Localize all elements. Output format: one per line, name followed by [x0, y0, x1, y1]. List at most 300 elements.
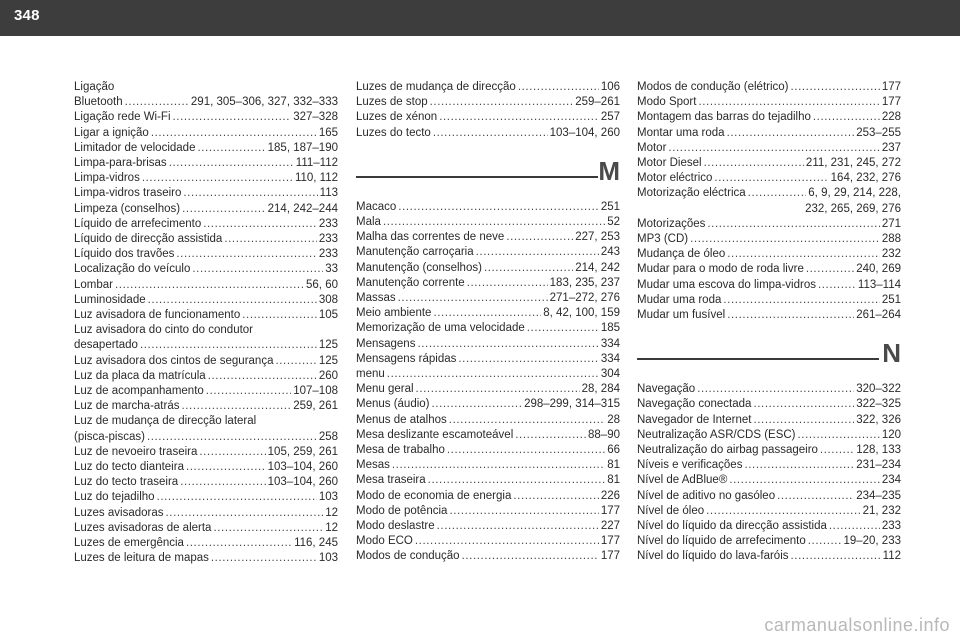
- entry-term: Mensagens rápidas: [356, 352, 457, 365]
- entry-pages: 177: [881, 96, 901, 109]
- entry-term: Nível de aditivo no gasóleo: [637, 489, 776, 502]
- entry-term: Limpa-para-brisas: [74, 157, 167, 170]
- entry-pages: 260: [318, 369, 338, 382]
- entry-term: (pisca-piscas): [74, 430, 145, 443]
- entry-pages: 105: [318, 309, 338, 322]
- index-entry: [356, 110, 620, 125]
- dot-leader: [183, 186, 317, 201]
- index-entry: [356, 458, 620, 473]
- index-entry: [637, 519, 901, 534]
- index-entry: [74, 308, 338, 323]
- index-entry: [74, 110, 338, 125]
- index-entry: [74, 126, 338, 141]
- entry-pages: 233: [318, 233, 338, 246]
- entry-term: Manutenção (conselhos): [356, 261, 482, 274]
- entry-pages: 185, 187–190: [267, 141, 338, 154]
- entry-term: Luz da placa da matrícula: [74, 369, 206, 382]
- entry-term: Motor eléctrico: [637, 172, 713, 185]
- index-entry: [637, 247, 901, 262]
- entry-pages: 107–108: [293, 385, 338, 398]
- entry-term: Nível do líquido do lava-faróis: [637, 550, 789, 563]
- entry-term: Massas: [356, 292, 396, 305]
- index-entry: [356, 352, 620, 367]
- entry-pages: 110, 112: [294, 172, 338, 185]
- dot-leader: [723, 293, 879, 308]
- entry-pages: 88–90: [588, 428, 620, 441]
- dot-leader: [698, 95, 879, 110]
- entry-pages: 28: [607, 413, 620, 426]
- index-entry: [637, 413, 901, 428]
- index-entry: [356, 291, 620, 306]
- dot-leader: [432, 397, 523, 412]
- entry-term: Limitador de velocidade: [74, 141, 196, 154]
- entry-pages: 261–264: [856, 309, 901, 322]
- index-entry: [356, 337, 620, 352]
- section-letter: N: [882, 338, 901, 369]
- entry-term: Menus de atalhos: [356, 413, 447, 426]
- dot-leader: [513, 489, 598, 504]
- index-entry: [356, 276, 620, 291]
- entry-term: Nível de AdBlue®: [637, 474, 728, 487]
- entry-term: Luzes de emergência: [74, 537, 184, 550]
- entry-pages: 271: [881, 217, 901, 230]
- entry-pages: 253–255: [856, 126, 901, 139]
- dot-leader: [753, 397, 854, 412]
- entry-pages: 308: [318, 293, 338, 306]
- entry-term: Nível do líquido da direcção assistida: [637, 520, 827, 533]
- index-entry: [74, 278, 338, 293]
- entry-term: Luzes de mudança de direcção: [356, 81, 516, 93]
- index-entry: [637, 171, 901, 186]
- entry-term: Luz de nevoeiro traseira: [74, 445, 198, 458]
- section-divider: [637, 334, 901, 376]
- entry-term: Luzes de xénon: [356, 111, 438, 124]
- section-divider: [356, 152, 620, 194]
- entry-term: desapertado: [74, 339, 138, 352]
- index-entry: [74, 141, 338, 156]
- index-entry: [637, 549, 901, 564]
- dot-leader: [151, 126, 317, 141]
- index-entry: [356, 230, 620, 245]
- index-entry-heading: Luz de mudança de direcção lateral: [74, 415, 257, 428]
- entry-pages: 259, 261: [293, 400, 338, 413]
- dot-leader: [387, 367, 599, 382]
- dot-leader: [157, 490, 317, 505]
- index-entry: [74, 536, 338, 551]
- index-entry: [356, 261, 620, 276]
- index-entry: [637, 126, 901, 141]
- entry-pages: 21, 232: [862, 504, 901, 517]
- dot-leader: [668, 141, 879, 156]
- entry-term: Localização do veículo: [74, 263, 191, 276]
- entry-pages: 251: [881, 293, 901, 306]
- index-entry: [637, 186, 901, 201]
- entry-pages: 334: [600, 352, 620, 365]
- index-entry: [74, 171, 338, 186]
- dot-leader: [398, 291, 548, 306]
- entry-term: Manutenção carroçaria: [356, 246, 474, 259]
- entry-term: Mensagens: [356, 337, 416, 350]
- index-entry: [637, 262, 901, 277]
- entry-term: Motorizações: [637, 217, 706, 230]
- entry-term: Líquido de arrefecimento: [74, 217, 202, 230]
- index-entry: [356, 519, 620, 534]
- index-entry: [74, 384, 338, 399]
- entry-pages: 81: [607, 474, 620, 487]
- index-entry: [74, 247, 338, 262]
- index-entry: [74, 338, 338, 353]
- entry-term: Níveis e verificações: [637, 459, 743, 472]
- entry-pages: 322–325: [856, 398, 901, 411]
- entry-pages: 227, 253: [575, 231, 620, 244]
- entry-pages: 243: [600, 246, 620, 259]
- entry-term: MP3 (CD): [637, 233, 689, 246]
- entry-term: Modos de condução (elétrico): [637, 81, 789, 93]
- dot-leader: [166, 506, 324, 521]
- dot-leader: [398, 200, 599, 215]
- entry-pages: 106: [600, 81, 620, 93]
- entry-term: Nível do líquido de arrefecimento: [637, 535, 806, 548]
- dot-leader: [203, 217, 317, 232]
- entry-pages: 320–322: [856, 383, 901, 396]
- entry-term: Luzes do tecto: [356, 126, 431, 139]
- entry-term: Ligar a ignição: [74, 126, 149, 139]
- entry-pages: 103–104, 260: [267, 476, 338, 489]
- entry-pages: 19–20, 233: [843, 535, 901, 548]
- index-entry: [356, 443, 620, 458]
- entry-pages: 111–112: [295, 157, 338, 170]
- dot-leader: [829, 519, 880, 534]
- entry-term: Mudar uma roda: [637, 293, 722, 306]
- index-entry: [637, 504, 901, 519]
- entry-term: Modo deslastre: [356, 520, 435, 533]
- entry-term: Memorização de uma velocidade: [356, 322, 525, 335]
- entry-term: Lombar: [74, 278, 113, 291]
- dot-leader: [199, 445, 265, 460]
- entry-term: Modo de economia de energia: [356, 489, 512, 502]
- dot-leader: [197, 141, 265, 156]
- index-entry: [356, 200, 620, 215]
- dot-leader: [484, 261, 573, 276]
- index-entry: [74, 262, 338, 277]
- entry-term: Luzes avisadoras de alerta: [74, 521, 212, 534]
- entry-pages: 81: [607, 459, 620, 472]
- index-entry: [74, 521, 338, 536]
- index-entry: [356, 126, 620, 141]
- dot-leader: [462, 549, 599, 564]
- entry-pages: 112: [882, 550, 901, 563]
- entry-pages: 237: [881, 141, 901, 154]
- entry-pages: 177: [881, 81, 901, 93]
- index-entry: [637, 308, 901, 323]
- entry-pages: 259–261: [575, 96, 620, 109]
- entry-pages: 66: [607, 444, 620, 457]
- dot-leader: [182, 202, 266, 217]
- entry-term: Modo de potência: [356, 504, 448, 517]
- index-entry: [356, 382, 620, 397]
- dot-leader: [515, 428, 586, 443]
- entry-term: Mesa traseira: [356, 474, 426, 487]
- dot-leader: [818, 278, 856, 293]
- dot-leader: [206, 384, 291, 399]
- section-letter: M: [598, 155, 620, 186]
- dot-leader: [392, 458, 605, 473]
- entry-pages: 177: [600, 504, 620, 517]
- entry-pages: 232: [881, 248, 901, 261]
- index-entry: [356, 413, 620, 428]
- entry-pages: 105, 259, 261: [267, 445, 338, 458]
- dot-leader: [180, 475, 265, 490]
- entry-term: Mesas: [356, 459, 390, 472]
- index-entry: [74, 232, 338, 247]
- dot-leader: [697, 382, 854, 397]
- entry-pages: 12: [325, 521, 338, 534]
- entry-pages: 327–328: [293, 111, 338, 124]
- entry-pages: 103: [318, 491, 338, 504]
- index-entry: [356, 504, 620, 519]
- index-entry-heading: Luz avisadora do cinto do condutor: [74, 324, 254, 337]
- index-entry: [74, 156, 338, 171]
- entry-pages: 12: [325, 506, 338, 519]
- entry-term: Navegação conectada: [637, 398, 752, 411]
- entry-pages: 234: [881, 474, 901, 487]
- dot-leader: [211, 551, 317, 566]
- entry-term: Mudar para o modo de roda livre: [637, 263, 804, 276]
- index-entry: [637, 534, 901, 549]
- dot-leader: [727, 126, 855, 141]
- dot-leader: [186, 460, 266, 475]
- entry-term: Macaco: [356, 200, 397, 213]
- entry-term: Mudança de óleo: [637, 248, 726, 261]
- dot-leader: [820, 443, 854, 458]
- index-entry: [356, 549, 620, 564]
- dot-leader: [148, 293, 317, 308]
- index-entry: [637, 382, 901, 397]
- entry-pages: 183, 235, 237: [549, 276, 620, 289]
- dot-leader: [213, 521, 323, 536]
- watermark: carmanualsonline.info: [764, 615, 950, 635]
- dot-leader: [224, 232, 316, 247]
- entry-pages: 116, 245: [294, 537, 338, 550]
- entry-pages: 251: [600, 200, 620, 213]
- index-entry: [74, 490, 338, 505]
- index-entry: [356, 245, 620, 260]
- entry-term: Limpeza (conselhos): [74, 202, 181, 215]
- dot-leader: [798, 428, 880, 443]
- dot-leader: [169, 156, 294, 171]
- index-entry: [637, 428, 901, 443]
- dot-leader: [433, 126, 548, 141]
- entry-pages: 52: [607, 216, 620, 229]
- dot-leader: [467, 276, 548, 291]
- entry-pages: 334: [600, 337, 620, 350]
- entry-pages: 233: [318, 217, 338, 230]
- entry-term: Montagem das barras do tejadilho: [637, 111, 811, 124]
- entry-pages: 185: [600, 322, 620, 335]
- entry-pages: 258: [318, 430, 338, 443]
- entry-term: Modos de condução: [356, 550, 460, 563]
- index-entry: [637, 217, 901, 232]
- entry-term: Ligação rede Wi-Fi: [74, 111, 171, 124]
- index-entry: [356, 473, 620, 488]
- index-entry: [356, 397, 620, 412]
- page-header-bar: [0, 0, 960, 36]
- entry-pages: 56, 60: [306, 278, 338, 291]
- index-entry: [74, 95, 338, 110]
- entry-term: Limpa-vidros traseiro: [74, 187, 182, 200]
- dot-leader: [458, 352, 598, 367]
- dot-leader: [727, 308, 854, 323]
- index-entry: [356, 428, 620, 443]
- index-entry: [637, 443, 901, 458]
- index-entry: [74, 354, 338, 369]
- dot-leader: [439, 110, 599, 125]
- dot-leader: [176, 247, 316, 262]
- dot-leader: [813, 110, 880, 125]
- entry-term: Navegador de Internet: [637, 413, 752, 426]
- entry-term: Luzes avisadoras: [74, 506, 164, 519]
- entry-term: Líquido dos travões: [74, 248, 175, 261]
- entry-pages: 291, 305–306, 327, 332–333: [190, 96, 338, 109]
- entry-term: Luz do tecto traseira: [74, 476, 179, 489]
- entry-term: Limpa-vidros: [74, 172, 140, 185]
- entry-term: Manutenção corrente: [356, 276, 465, 289]
- entry-pages: 120: [881, 428, 901, 441]
- entry-term: Nível de óleo: [637, 504, 705, 517]
- entry-term: Líquido de direcção assistida: [74, 233, 223, 246]
- entry-pages: 288: [881, 233, 901, 246]
- entry-pages: 228: [881, 111, 901, 124]
- dot-leader: [808, 534, 842, 549]
- dot-leader: [417, 337, 598, 352]
- section-rule: [637, 358, 879, 360]
- entry-term: Menu geral: [356, 383, 414, 396]
- dot-leader: [714, 171, 828, 186]
- entry-pages: 257: [600, 111, 620, 124]
- entry-pages: 234–235: [856, 489, 901, 502]
- entry-term: Motor Diesel: [637, 157, 702, 170]
- index-entry: [74, 399, 338, 414]
- entry-term: Luzes de stop: [356, 96, 428, 109]
- index-column-1: [74, 80, 338, 567]
- entry-term: Luz avisadora dos cintos de segurança: [74, 354, 274, 367]
- dot-leader: [242, 308, 317, 323]
- dot-leader: [791, 80, 880, 95]
- dot-leader: [447, 443, 605, 458]
- entry-term: Navegação: [637, 383, 696, 396]
- index-entry: [74, 506, 338, 521]
- entry-pages: 271–272, 276: [549, 292, 620, 305]
- entry-pages-continuation: 232, 265, 269, 276: [805, 202, 901, 215]
- entry-term: Mesa de trabalho: [356, 444, 445, 457]
- entry-term: Mudar uma escova do limpa-vidros: [637, 278, 816, 291]
- dot-leader: [449, 504, 598, 519]
- entry-pages: 103–104, 260: [267, 461, 338, 474]
- dot-leader: [140, 338, 317, 353]
- index-entry: [74, 460, 338, 475]
- dot-leader: [186, 536, 292, 551]
- index-entry: [356, 95, 620, 110]
- dot-leader: [748, 186, 807, 201]
- dot-leader: [275, 354, 316, 369]
- index-entry: [74, 293, 338, 308]
- entry-term: Luminosidade: [74, 293, 146, 306]
- entry-pages: 304: [600, 368, 620, 381]
- dot-leader: [147, 430, 317, 445]
- entry-term: Modo Sport: [637, 96, 697, 109]
- entry-pages: 226: [600, 489, 620, 502]
- entry-pages: 233: [881, 520, 901, 533]
- entry-term: Motorização eléctrica: [637, 187, 746, 200]
- index-entry: [74, 369, 338, 384]
- dot-leader: [173, 110, 292, 125]
- index-entry: [637, 80, 901, 95]
- entry-pages: 231–234: [856, 459, 901, 472]
- index-column-3: [637, 80, 901, 565]
- entry-term: Neutralização ASR/CDS (ESC): [637, 428, 796, 441]
- index-entry: [356, 321, 620, 336]
- entry-pages: 125: [318, 339, 338, 352]
- entry-term: menu: [356, 368, 385, 381]
- entry-pages: 240, 269: [856, 263, 901, 276]
- index-entry: [74, 551, 338, 566]
- dot-leader: [416, 382, 580, 397]
- entry-pages: 113: [319, 187, 338, 200]
- index-column-2: [356, 80, 620, 565]
- entry-term: Meio ambiente: [356, 307, 432, 320]
- dot-leader: [208, 369, 317, 384]
- dot-leader: [753, 413, 854, 428]
- index-entry: [74, 430, 338, 445]
- entry-pages: 227: [600, 520, 620, 533]
- entry-term: Luz de acompanhamento: [74, 385, 204, 398]
- dot-leader: [415, 534, 599, 549]
- entry-pages: 322, 326: [856, 413, 901, 426]
- dot-leader: [690, 232, 880, 247]
- index-entry: [637, 458, 901, 473]
- dot-leader: [518, 80, 599, 95]
- entry-pages: 214, 242: [575, 261, 620, 274]
- dot-leader: [527, 321, 599, 336]
- dot-leader: [433, 306, 541, 321]
- entry-pages: 177: [600, 550, 620, 563]
- index-entry: [637, 473, 901, 488]
- dot-leader: [430, 95, 574, 110]
- entry-term: Luz do tecto dianteira: [74, 461, 184, 474]
- entry-term: Luz avisadora de funcionamento: [74, 309, 241, 322]
- entry-term: Modo ECO: [356, 535, 413, 548]
- page-number: 348: [14, 7, 40, 24]
- entry-term: Bluetooth: [74, 96, 123, 109]
- entry-pages: 8, 42, 100, 159: [543, 307, 620, 320]
- dot-leader: [727, 247, 880, 262]
- entry-term: Luz de marcha-atrás: [74, 400, 180, 413]
- entry-pages: 214, 242–244: [267, 202, 338, 215]
- dot-leader: [707, 217, 879, 232]
- entry-pages: 103: [318, 552, 338, 565]
- section-rule: [356, 176, 598, 178]
- entry-pages: 211, 231, 245, 272: [805, 157, 901, 170]
- entry-term: Neutralização do airbag passageiro: [637, 444, 818, 457]
- entry-pages: 33: [325, 263, 338, 276]
- entry-term: Menus (áudio): [356, 398, 430, 411]
- entry-term: Luz do tejadilho: [74, 491, 155, 504]
- entry-pages: 165: [318, 126, 338, 139]
- entry-pages: 128, 133: [856, 444, 901, 457]
- index-entry: [637, 397, 901, 412]
- entry-pages: 6, 9, 29, 214, 228,: [808, 187, 901, 200]
- index-entry: [356, 489, 620, 504]
